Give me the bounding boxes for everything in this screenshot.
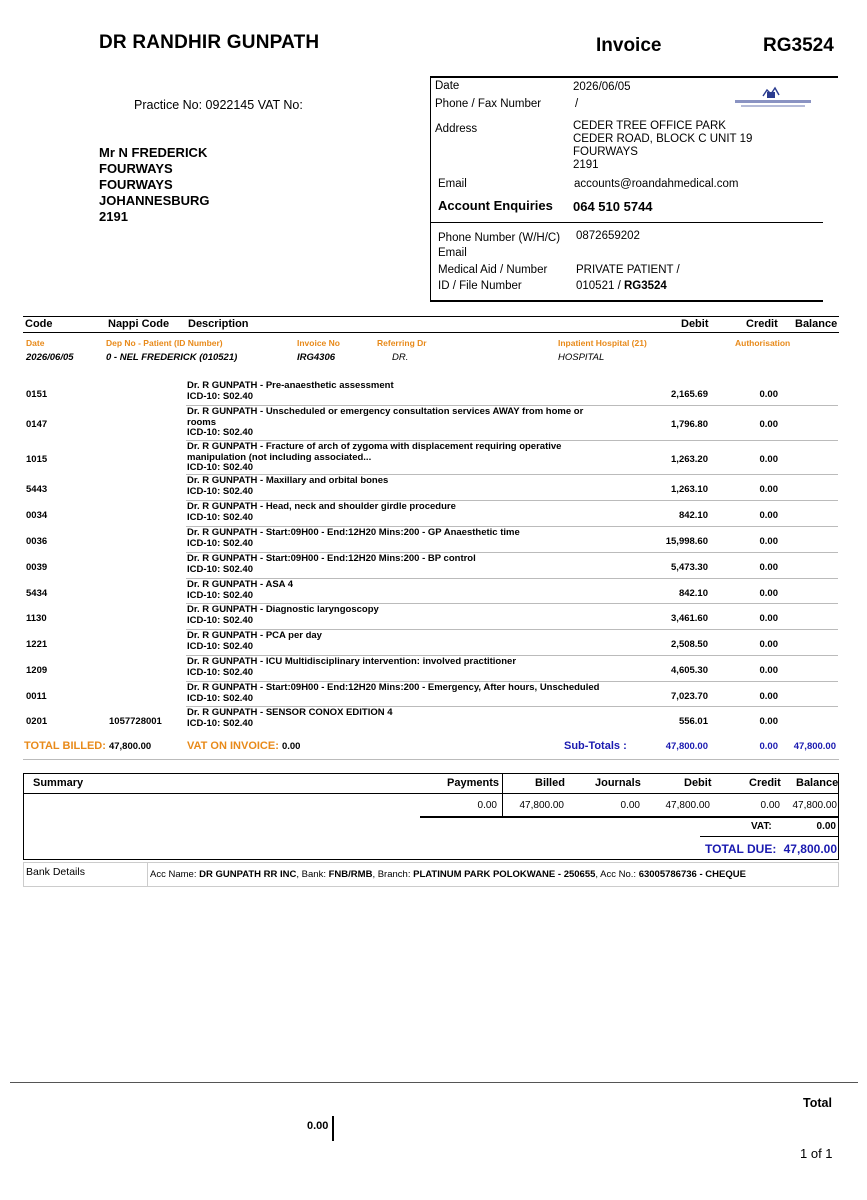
vat-label: VAT: <box>751 821 772 832</box>
row-debit: 5,473.30 <box>671 562 708 573</box>
row-description-line: Dr. R GUNPATH - Unscheduled or emergency consultation services AWAY from home or <box>187 406 584 417</box>
row-description-line: Dr. R GUNPATH - PCA per day <box>187 630 322 641</box>
row-description-line: ICD-10: S02.40 <box>187 485 254 497</box>
summary-header-journals: Journals <box>595 777 641 789</box>
vat-on-invoice <box>187 740 300 752</box>
account-enquiries-value: 064 510 5744 <box>573 199 653 214</box>
patient-address-line: FOURWAYS <box>99 161 173 176</box>
row-description <box>187 631 627 652</box>
row-code: 1209 <box>26 665 48 676</box>
row-debit: 3,461.60 <box>671 613 708 624</box>
file-number-value <box>576 280 667 292</box>
divider <box>420 816 839 818</box>
total-billed-value: 47,800.00 <box>108 741 152 752</box>
acc-no-label: , Acc No.: <box>595 869 637 880</box>
row-description-line: Dr. R GUNPATH - Head, neck and shoulder girdle procedure <box>187 501 456 512</box>
row-description-line: rooms <box>187 416 217 428</box>
col-header-nappi: Nappi Code <box>108 318 170 330</box>
phone-fax-label: Phone / Fax Number <box>435 98 542 110</box>
divider <box>430 300 823 302</box>
row-debit: 15,998.60 <box>665 536 708 547</box>
patient-address <box>99 145 210 225</box>
subtotal-credit: 0.00 <box>759 741 778 752</box>
sub-value-invoice: IRG4306 <box>297 352 336 363</box>
email-value[interactable]: accounts@roandahmedical.com <box>574 178 739 190</box>
subtotals-label: Sub-Totals : <box>564 740 627 752</box>
row-credit: 0.00 <box>759 665 778 676</box>
row-debit: 1,263.20 <box>671 454 708 465</box>
phone-fax-value: / <box>575 98 579 110</box>
patient-address-line: FOURWAYS <box>99 177 173 192</box>
row-code: 5443 <box>26 484 48 495</box>
bank-name: FNB/RMB <box>328 869 373 880</box>
row-description-line: Dr. R GUNPATH - Start:09H00 - End:12H20 Mins:200 - Emergency, After hours, Unscheduled <box>187 682 600 693</box>
total-due-label: TOTAL DUE: <box>705 842 777 856</box>
row-description-line: ICD-10: S02.40 <box>187 717 254 729</box>
row-description <box>187 528 627 549</box>
row-description-line: ICD-10: S02.40 <box>187 589 254 601</box>
vat-on-invoice-label: VAT ON INVOICE: <box>187 740 279 752</box>
divider <box>147 862 148 887</box>
file-number-label: ID / File Number <box>438 280 522 292</box>
row-credit: 0.00 <box>759 389 778 400</box>
row-description <box>187 381 627 402</box>
row-credit: 0.00 <box>759 588 778 599</box>
file-number-plain: 010521 / <box>576 280 621 292</box>
row-code: 0011 <box>26 691 47 702</box>
bank-details-label: Bank Details <box>26 866 85 878</box>
vat-on-invoice-value: 0.00 <box>281 741 301 752</box>
row-description <box>187 605 627 626</box>
divider <box>700 836 839 837</box>
acc-name-label: Acc Name: <box>150 869 197 880</box>
logo-graphic <box>733 86 813 112</box>
company-logo <box>733 86 813 112</box>
document-type: Invoice <box>596 35 662 56</box>
row-debit: 842.10 <box>678 510 708 521</box>
summary-value-journals: 0.00 <box>620 800 640 811</box>
summary-header-debit: Debit <box>684 777 712 789</box>
row-description-line: ICD-10: S02.40 <box>187 640 254 652</box>
row-debit: 2,508.50 <box>671 639 708 650</box>
divider <box>23 332 839 333</box>
row-description-line: ICD-10: S02.40 <box>187 692 254 704</box>
row-description-line: ICD-10: S02.40 <box>187 462 254 473</box>
row-nappi: 1057728001 <box>109 716 162 727</box>
row-code: 0151 <box>26 389 48 400</box>
row-code: 5434 <box>26 588 48 599</box>
file-number-bold: RG3524 <box>623 280 667 292</box>
row-description-line: Dr. R GUNPATH - Diagnostic laryngoscopy <box>187 604 379 615</box>
address-line: 2191 <box>573 159 599 171</box>
address-line: CEDER TREE OFFICE PARK <box>573 120 726 132</box>
account-enquiries-label: Account Enquiries <box>438 198 553 213</box>
patient-address-line: JOHANNESBURG <box>99 193 210 208</box>
total-due-value: 47,800.00 <box>783 842 837 856</box>
row-credit: 0.00 <box>759 716 778 727</box>
acc-name: DR GUNPATH RR INC <box>199 869 297 880</box>
medical-aid-value: PRIVATE PATIENT / <box>576 264 680 276</box>
practice-address <box>573 120 752 172</box>
patient-phone-label: Phone Number (W/H/C) <box>438 232 561 244</box>
address-line: FOURWAYS <box>573 146 638 158</box>
divider <box>430 222 823 223</box>
row-credit: 0.00 <box>759 454 778 465</box>
row-code: 1221 <box>26 639 48 650</box>
summary-value-billed: 47,800.00 <box>519 800 564 811</box>
footer-amount: 0.00 <box>307 1120 329 1132</box>
row-description-line: ICD-10: S02.40 <box>187 614 254 626</box>
col-header-code: Code <box>25 318 53 330</box>
date-value: 2026/06/05 <box>573 81 631 93</box>
row-description <box>187 502 627 523</box>
col-header-debit: Debit <box>681 318 709 330</box>
practice-number: Practice No: 0922145 VAT No: <box>134 98 303 112</box>
sub-header-referring: Referring Dr <box>377 338 427 348</box>
subtotal-debit: 47,800.00 <box>665 741 708 752</box>
row-description-line: ICD-10: S02.40 <box>187 427 254 438</box>
row-description-line: ICD-10: S02.40 <box>187 390 254 402</box>
invoice-number: RG3524 <box>763 35 834 56</box>
sub-header-invoice: Invoice No <box>297 338 340 348</box>
patient-address-line: Mr N FREDERICK <box>99 145 208 160</box>
row-credit: 0.00 <box>759 639 778 650</box>
summary-value-credit: 0.00 <box>760 800 780 811</box>
bank-details-text <box>150 869 746 880</box>
row-credit: 0.00 <box>759 691 778 702</box>
acc-no: 63005786736 - CHEQUE <box>638 869 746 880</box>
row-credit: 0.00 <box>759 510 778 521</box>
row-description-line: Dr. R GUNPATH - Start:09H00 - End:12H20 Mins:200 - GP Anaesthetic time <box>187 527 520 538</box>
row-debit: 7,023.70 <box>671 691 708 702</box>
row-description-line: ICD-10: S02.40 <box>187 537 254 549</box>
summary-value-debit: 47,800.00 <box>665 800 710 811</box>
total-billed <box>24 740 151 752</box>
divider <box>430 76 838 78</box>
patient-phone-value: 0872659202 <box>576 230 640 242</box>
row-description-line: Dr. R GUNPATH - ICU Multidisciplinary intervention: involved practitioner <box>187 656 517 667</box>
col-header-credit: Credit <box>746 318 778 330</box>
col-header-balance: Balance <box>795 318 838 330</box>
total-billed-label: TOTAL BILLED: <box>24 740 106 752</box>
row-credit: 0.00 <box>759 484 778 495</box>
row-debit: 842.10 <box>678 588 708 599</box>
row-description-line: manipulation (not including associated... <box>187 451 372 463</box>
divider <box>430 76 431 222</box>
row-description-line: Dr. R GUNPATH - Start:09H00 - End:12H20 Mins:200 - BP control <box>187 553 476 564</box>
row-credit: 0.00 <box>759 613 778 624</box>
bank-label: , Bank: <box>296 869 326 880</box>
summary-value-payments: 0.00 <box>477 800 497 811</box>
row-debit: 2,165.69 <box>671 389 708 400</box>
summary-title: Summary <box>33 777 84 789</box>
row-description <box>187 683 627 704</box>
sub-header-date: Date <box>26 338 45 348</box>
row-code: 0036 <box>26 536 48 547</box>
summary-header-credit: Credit <box>749 777 781 789</box>
row-description <box>187 708 627 729</box>
row-credit: 0.00 <box>759 562 778 573</box>
summary-header-billed: Billed <box>535 777 565 789</box>
row-description <box>187 580 627 601</box>
divider <box>23 316 839 317</box>
divider <box>10 1082 858 1083</box>
row-description-line: ICD-10: S02.40 <box>187 666 254 678</box>
text-cursor <box>332 1116 334 1141</box>
row-debit: 556.01 <box>678 716 708 727</box>
sub-value-date: 2026/06/05 <box>26 352 74 363</box>
row-description-line: Dr. R GUNPATH - ASA 4 <box>187 579 294 590</box>
footer-total-label: Total <box>803 1096 832 1110</box>
summary-header-balance: Balance <box>796 777 839 789</box>
row-description <box>187 442 627 474</box>
doctor-name: DR RANDHIR GUNPATH <box>99 32 320 53</box>
row-description-line: ICD-10: S02.40 <box>187 511 254 523</box>
row-code: 0147 <box>26 419 48 430</box>
col-header-description: Description <box>188 318 249 330</box>
row-description <box>187 657 627 678</box>
vat-value: 0.00 <box>816 821 836 832</box>
branch-name: PLATINUM PARK POLOKWANE - 250655 <box>413 869 596 880</box>
row-description-line: Dr. R GUNPATH - Pre-anaesthetic assessment <box>187 380 394 391</box>
row-code: 0201 <box>26 716 48 727</box>
row-debit: 1,263.10 <box>671 484 708 495</box>
row-description <box>187 407 627 439</box>
sub-value-referring: DR. <box>392 352 409 363</box>
address-label: Address <box>435 123 478 135</box>
sub-header-hospital: Inpatient Hospital (21) <box>558 338 647 348</box>
row-credit: 0.00 <box>759 536 778 547</box>
row-debit: 1,796.80 <box>671 419 708 430</box>
row-description-line: Dr. R GUNPATH - Fracture of arch of zygoma with displacement requiring operative <box>187 441 562 452</box>
summary-value-balance: 47,800.00 <box>792 800 837 811</box>
row-description-line: Dr. R GUNPATH - SENSOR CONOX EDITION 4 <box>187 707 393 718</box>
patient-address-line: 2191 <box>99 209 128 224</box>
divider <box>502 773 503 816</box>
sub-value-dep: 0 - NEL FREDERICK (010521) <box>106 352 238 363</box>
row-description <box>187 476 627 497</box>
divider <box>23 759 839 760</box>
branch-label: , Branch: <box>372 869 411 880</box>
summary-header-payments: Payments <box>447 777 499 789</box>
sub-value-hospital: HOSPITAL <box>558 352 605 363</box>
row-code: 1130 <box>26 613 47 624</box>
date-label: Date <box>435 80 460 92</box>
divider <box>23 793 839 794</box>
patient-email-label: Email <box>438 247 467 259</box>
address-line: CEDER ROAD, BLOCK C UNIT 19 <box>573 133 753 145</box>
row-credit: 0.00 <box>759 419 778 430</box>
divider <box>430 222 431 300</box>
row-code: 0039 <box>26 562 48 573</box>
row-code: 0034 <box>26 510 48 521</box>
row-debit: 4,605.30 <box>671 665 708 676</box>
sub-header-dep: Dep No - Patient (ID Number) <box>106 338 223 348</box>
sub-header-authorisation: Authorisation <box>735 338 791 348</box>
row-description-line: ICD-10: S02.40 <box>187 563 254 575</box>
medical-aid-label: Medical Aid / Number <box>438 264 548 276</box>
subtotal-balance: 47,800.00 <box>793 741 836 752</box>
row-description-line: Dr. R GUNPATH - Maxillary and orbital bones <box>187 475 389 486</box>
email-label: Email <box>438 178 467 190</box>
row-description <box>187 554 627 575</box>
row-code: 1015 <box>26 454 48 465</box>
page-number: 1 of 1 <box>800 1146 833 1161</box>
